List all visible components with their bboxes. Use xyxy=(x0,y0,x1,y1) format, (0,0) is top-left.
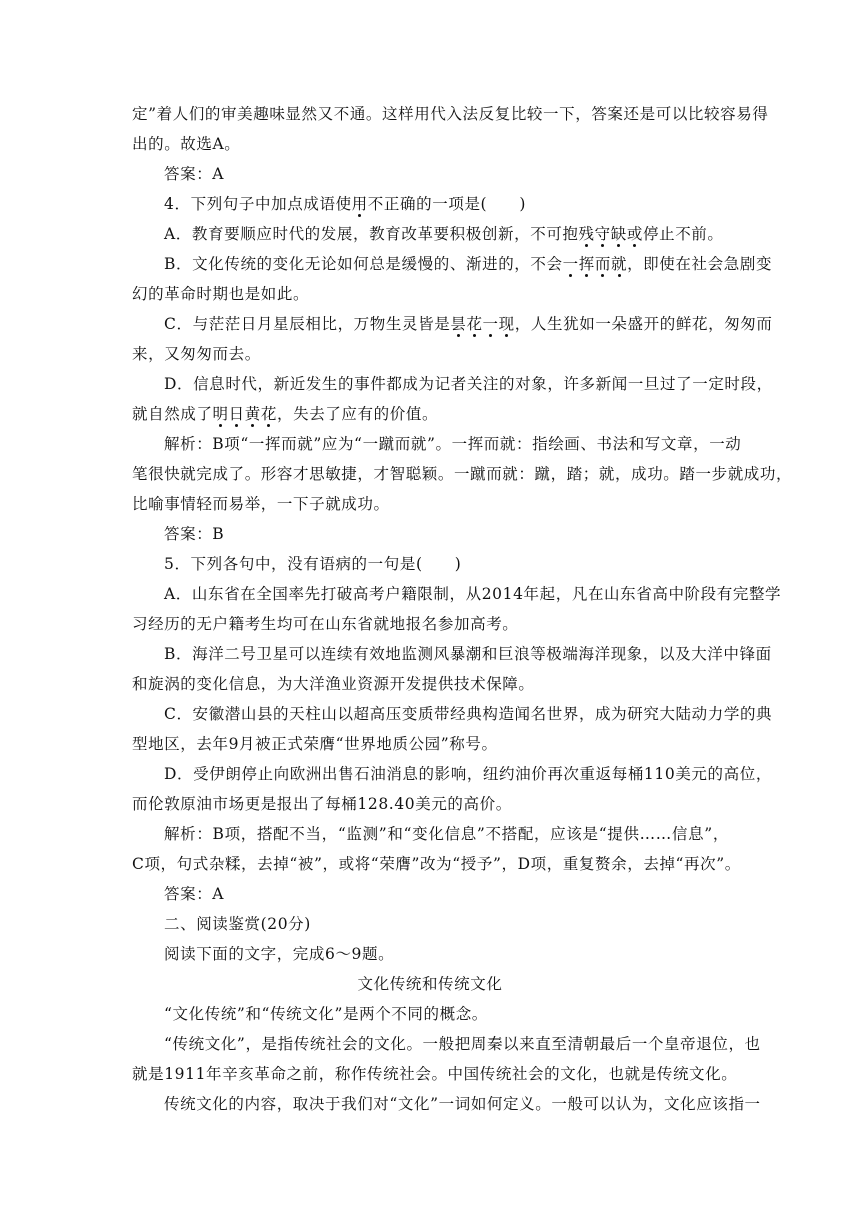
text-line: B．海洋二号卫星可以连续有效地监测风暴潮和巨浪等极端海洋现象，以及大洋中锋面 xyxy=(164,645,772,663)
text-line: 解析：B项“一挥而就”应为“一蹴而就”。一挥而就：指绘画、书法和写文章，一动 xyxy=(164,435,742,453)
text-line: 出的。故选A。 xyxy=(132,135,241,153)
text-line: “传统文化”，是指传统社会的文化。一般把周秦以来直至清朝最后一个皇帝退位，也 xyxy=(164,1035,761,1053)
text-line: 来，又匆匆而去。 xyxy=(132,345,261,363)
emphasis-mark: 现 xyxy=(498,315,515,333)
emphasis-mark: 而 xyxy=(594,255,611,273)
text-line: A．教育要顺应时代的发展，教育改革要积极创新，不可抱残守缺或停止不前。 xyxy=(164,225,724,243)
text-line: A．山东省在全国率先打破高考户籍限制，从2014年起，凡在山东省高中阶段有完整学 xyxy=(164,585,782,603)
text-line: 阅读下面的文字，完成6～9题。 xyxy=(164,945,395,963)
emphasis-mark: 残 xyxy=(578,225,595,243)
emphasis-mark: 日 xyxy=(228,405,245,423)
text-line: 二、阅读鉴赏(20分) xyxy=(164,915,311,933)
text-line: 答案：A xyxy=(164,165,225,183)
emphasis-mark: 一 xyxy=(562,255,579,273)
text-line: 笔很快就完成了。形容才思敏捷，才智聪颖。一蹴而就：蹴，踏；就，成功。踏一步就成功， xyxy=(132,465,793,483)
emphasis-mark: 守 xyxy=(594,225,611,243)
emphasis-mark: 用 xyxy=(351,195,368,213)
emphasis-mark: 昙 xyxy=(450,315,467,333)
text-line: 而伦敦原油市场更是报出了每桶128.40美元的高价。 xyxy=(132,795,512,813)
text-line: 和旋涡的变化信息，为大洋渔业资源开发提供技术保障。 xyxy=(132,675,535,693)
text-line: C项，句式杂糅，去掉“被”，或将“荣膺”改为“授予”，D项，重复赘余，去掉“再次”。 xyxy=(132,855,741,873)
text-line: 就是1911年辛亥革命之前，称作传统社会。中国传统社会的文化，也就是传统文化。 xyxy=(132,1065,738,1083)
emphasis-mark: 黄 xyxy=(244,405,261,423)
text-line: 答案：A xyxy=(164,885,225,903)
emphasis-mark: 或 xyxy=(626,225,643,243)
section-title: 文化传统和传统文化 xyxy=(357,975,503,993)
text-line: 比喻事情轻而易举，一下子就成功。 xyxy=(132,495,390,513)
emphasis-mark: 缺 xyxy=(610,225,627,243)
text-line: 习经历的无户籍考生均可在山东省就地报名参加高考。 xyxy=(132,615,519,633)
emphasis-mark: 花 xyxy=(260,405,277,423)
emphasis-mark: 就 xyxy=(610,255,628,273)
text-line: “文化传统”和“传统文化”是两个不同的概念。 xyxy=(164,1005,488,1023)
text-line: 5．下列各句中，没有语病的一句是( ) xyxy=(164,555,462,573)
emphasis-mark: 一 xyxy=(482,315,499,333)
text-line: D．信息时代，新近发生的事件都成为记者关注的对象，许多新闻一旦过了一定时段， xyxy=(164,375,773,393)
text-line: 幻的革命时期也是如此。 xyxy=(132,285,310,303)
text-line: D．受伊朗停止向欧洲出售石油消息的影响，纽约油价再次重返每桶110美元的高位， xyxy=(164,765,772,783)
text-line: 解析：B项，搭配不当，“监测”和“变化信息”不搭配，应该是“提供……信息”， xyxy=(164,825,729,843)
text-line: 传统文化的内容，取决于我们对“文化”一词如何定义。一般可以认为，文化应该指一 xyxy=(164,1095,761,1113)
text-line: 型地区，去年9月被正式荣膺“世界地质公园”称号。 xyxy=(132,735,498,753)
emphasis-mark: 挥 xyxy=(578,255,595,273)
text-line: B．文化传统的变化无论如何总是缓慢的、渐进的，不会一挥而就，即使在社会急剧变 xyxy=(164,255,773,273)
text-line: 定”着人们的审美趣味显然又不通。这样用代入法反复比较一下，答案还是可以比较容易得 xyxy=(132,105,769,123)
emphasis-mark: 花 xyxy=(466,315,483,333)
text-line: C．安徽潜山县的天柱山以超高压变质带经典构造闻名世界，成为研究大陆动力学的典 xyxy=(164,705,773,723)
emphasis-mark: 明 xyxy=(212,405,229,423)
text-line: C．与茫茫日月星辰相比，万物生灵皆是昙花一现，人生犹如一朵盛开的鲜花，匆匆而 xyxy=(164,315,773,333)
text-line: 就自然成了明日黄花，失去了应有的价值。 xyxy=(132,405,439,423)
text-line: 4．下列句子中加点成语使用不正确的一项是( ) xyxy=(164,195,527,213)
text-line: 答案：B xyxy=(164,525,225,543)
